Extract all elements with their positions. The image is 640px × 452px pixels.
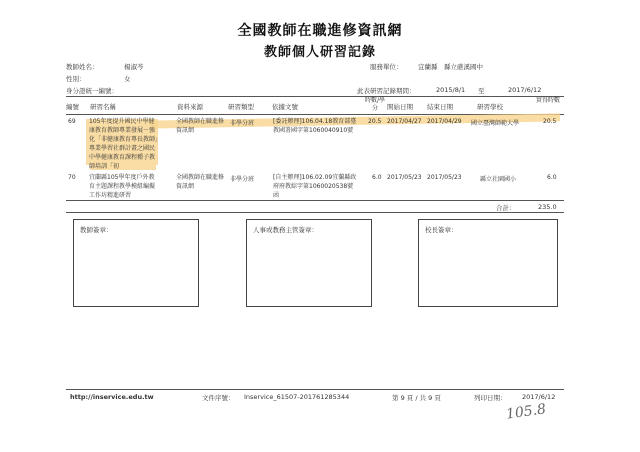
footer-url[interactable]: http://inservice.edu.tw <box>70 393 154 401</box>
header-source: 資料來源 <box>177 103 203 111</box>
row-1-name: 105年度提升國民中學健康教育教師專業發展－強化「非健康教育專長教師」專業學習社群計畫之國民中學健康教育課程種子教師培訓「初 <box>89 118 159 170</box>
header-no: 編號 <box>66 103 79 111</box>
page-title: 全國教師在職進修資訊網 <box>237 23 403 39</box>
principal-signature-label: 校長簽章： <box>425 226 458 234</box>
total-rule <box>66 212 564 213</box>
page-indicator: 第 9 頁 / 共 9 頁 <box>392 394 441 402</box>
row-1-end: 2017/04/29 <box>427 118 462 125</box>
header-hours: 時數/學分 <box>364 97 386 112</box>
header-actual: 實得時數 <box>536 97 561 104</box>
print-date-label: 列印日期： <box>474 394 507 402</box>
table-top-rule <box>66 96 564 97</box>
page-subtitle: 教師個人研習記錄 <box>263 45 376 60</box>
row-1-doc: [委託辦理]106.04.18教育部臺教國署國字第1060040910號 <box>273 118 357 134</box>
header-start: 開始日期 <box>387 103 413 111</box>
row-2-name: 宜蘭縣105學年度戶外教育主題課程教學模組編擬工作坊精進研習 <box>89 174 156 199</box>
row-2-source: 全國教師在職進修資訊網 <box>176 174 225 190</box>
teacher-signature-box <box>73 219 199 307</box>
total-value: 235.0 <box>538 203 557 211</box>
row-1-source: 全國教師在職進修資訊網 <box>176 118 225 134</box>
row-2-actual: 6.0 <box>547 174 557 181</box>
row-1-school: 國立臺灣師範大學 <box>471 120 520 127</box>
principal-signature-box <box>418 219 558 307</box>
row-1-type: 非學分班 <box>230 120 255 127</box>
row-2-start: 2017/05/23 <box>387 174 422 181</box>
gender-label: 性別： <box>66 75 86 83</box>
gender-value: 女 <box>124 75 131 83</box>
period-end: 2017/6/12 <box>508 86 542 94</box>
teacher-name-value: 楊淑芩 <box>124 63 144 71</box>
row-1-actual: 20.5 <box>543 118 557 125</box>
footer-rule <box>66 389 564 390</box>
row-2-end: 2017/05/23 <box>427 174 462 181</box>
row-2-school: 縣立社園國小 <box>480 176 517 183</box>
row-2-type: 非學分班 <box>230 176 255 183</box>
row-2-no: 70 <box>68 174 76 181</box>
personnel-signature-label: 人事或教務主管簽章： <box>253 226 318 234</box>
total-label: 合計： <box>496 204 516 212</box>
header-type: 研習類型 <box>228 103 254 111</box>
teacher-name-label: 教師姓名： <box>66 63 99 71</box>
teacher-signature-label: 教師簽章： <box>80 226 113 234</box>
print-date-value: 2017/6/12 <box>522 393 556 401</box>
row-2-hours: 6.0 <box>372 174 382 181</box>
period-label: 此表研習記錄期間： <box>357 87 416 95</box>
doc-number-value: Inservice_61507-201761285344 <box>244 393 350 401</box>
row-1-no: 69 <box>68 118 76 125</box>
personnel-signature-box <box>246 219 372 307</box>
header-end: 結束日期 <box>427 103 453 111</box>
header-doc: 依據文號 <box>272 103 298 111</box>
id-number-label: 身分證統一編號： <box>66 87 118 95</box>
handwritten-note: 105.8 <box>505 401 548 423</box>
header-name: 研習名稱 <box>90 103 116 111</box>
period-start: 2015/8/1 <box>436 86 466 94</box>
header-school: 研習學校 <box>477 103 503 111</box>
row-1-hours: 20.5 <box>368 118 382 125</box>
doc-number-label: 文件序號： <box>202 394 235 402</box>
row-2-doc: [自主辦理]106.02.09宜蘭縣政府府教綜字第1060020538號函 <box>273 174 357 199</box>
unit-value: 宜蘭縣 縣立礁溪國中 <box>418 63 483 71</box>
unit-label: 服務單位： <box>370 63 403 71</box>
row-1-start: 2017/04/27 <box>387 118 422 125</box>
period-to: 至 <box>478 87 485 95</box>
table-bottom-rule <box>66 200 564 201</box>
